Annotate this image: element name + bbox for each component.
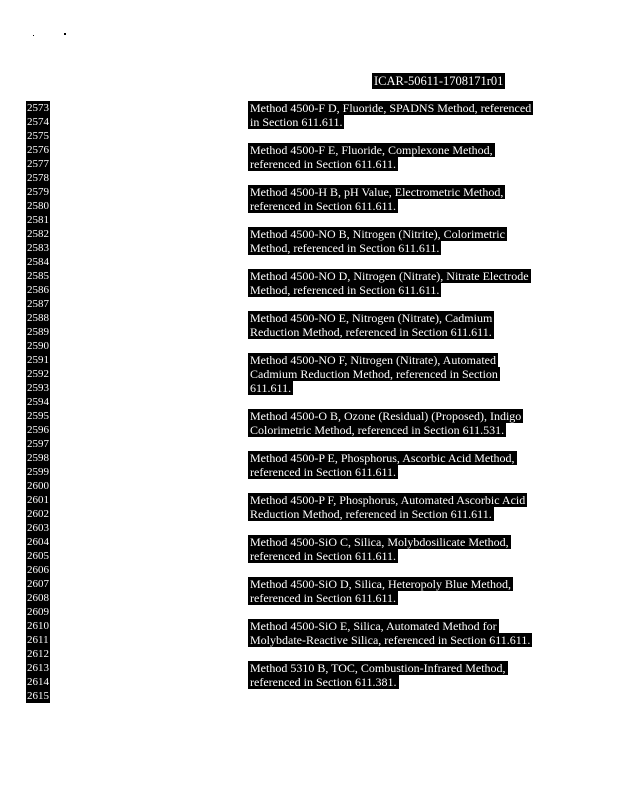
entry-text-line: Method 4500-SiO C, Silica, Molybdosilicate Method, (250, 535, 509, 549)
line-number-column (26, 101, 50, 703)
method-entry (248, 619, 532, 647)
entry-text-line: Cadmium Reduction Method, referenced in Section (250, 367, 498, 381)
line-number: 2583 (27, 242, 49, 254)
entry-text-line: Method 4500-SiO E, Silica, Automated Method for (250, 619, 497, 633)
line-number: 2581 (27, 214, 49, 226)
line-number: 2603 (27, 522, 49, 534)
entry-text-line: Method 4500-F D, Fluoride, SPADNS Method, referenced (250, 101, 532, 115)
line-number: 2612 (27, 648, 49, 660)
line-number: 2592 (27, 368, 49, 380)
entry-text-line: referenced in Section 611.611. (250, 157, 397, 171)
line-number: 2590 (27, 340, 49, 352)
line-number: 2608 (27, 592, 49, 604)
method-entry (248, 101, 533, 129)
entry-text-line: Method 4500-P E, Phosphorus, Ascorbic Acid Method, (250, 451, 515, 465)
line-number: 2611 (27, 634, 49, 646)
method-entry (248, 661, 508, 689)
entry-text-line: referenced in Section 611.611. (250, 591, 397, 605)
line-number: 2587 (27, 298, 49, 310)
entry-text-line: Method 5310 B, TOC, Combustion-Infrared Method, (250, 661, 506, 675)
scan-speck (33, 35, 34, 36)
line-number: 2610 (27, 620, 49, 632)
method-entry (248, 353, 500, 395)
line-number: 2613 (27, 662, 49, 674)
line-number: 2576 (27, 144, 49, 156)
entry-text-line: Method 4500-SiO D, Silica, Heteropoly Blue Method, (250, 577, 511, 591)
method-entry (248, 409, 523, 437)
method-entry (248, 143, 495, 171)
entry-text-line: Method 4500-NO D, Nitrogen (Nitrate), Nitrate Electrode (250, 269, 529, 283)
line-number: 2597 (27, 438, 49, 450)
entry-text-line: Reduction Method, referenced in Section 611.611. (250, 507, 492, 521)
line-number: 2574 (27, 116, 49, 128)
entry-text-line: Method 4500-NO B, Nitrogen (Nitrite), Colorimetric (250, 227, 505, 241)
scan-speck (64, 33, 66, 35)
method-entry (248, 577, 513, 605)
method-entry (248, 311, 494, 339)
line-number: 2614 (27, 676, 49, 688)
line-number: 2582 (27, 228, 49, 240)
line-number: 2573 (27, 102, 49, 114)
entry-text-line: Method, referenced in Section 611.611. (250, 241, 440, 255)
method-entry (248, 185, 505, 213)
entry-text-line: 611.611. (250, 381, 292, 395)
line-number: 2605 (27, 550, 49, 562)
entry-text-line: Reduction Method, referenced in Section 611.611. (250, 325, 492, 339)
line-number: 2604 (27, 536, 49, 548)
line-number: 2575 (27, 130, 49, 142)
line-number: 2595 (27, 410, 49, 422)
line-number: 2578 (27, 172, 49, 184)
entry-text-line: Method 4500-F E, Fluoride, Complexone Method, (250, 143, 493, 157)
line-number: 2577 (27, 158, 49, 170)
line-number: 2606 (27, 564, 49, 576)
method-entry (248, 451, 517, 479)
entry-text-line: Method, referenced in Section 611.611. (250, 283, 440, 297)
entry-text-line: Method 4500-NO E, Nitrogen (Nitrate), Cadmium (250, 311, 493, 325)
entry-text-line: Method 4500-H B, pH Value, Electrometric Method, (250, 185, 504, 199)
line-number: 2599 (27, 466, 49, 478)
document-id: ICAR-50611-1708171r01 (374, 74, 504, 88)
method-entry (248, 493, 527, 521)
line-number: 2589 (27, 326, 49, 338)
line-number: 2580 (27, 200, 49, 212)
entry-text-line: Method 4500-O B, Ozone (Residual) (Proposed), Indigo (250, 409, 522, 423)
line-number: 2598 (27, 452, 49, 464)
line-number: 2579 (27, 186, 49, 198)
entry-text-line: referenced in Section 611.611. (250, 465, 397, 479)
method-entry (248, 535, 511, 563)
entry-text-line: Colorimetric Method, referenced in Section 611.531. (250, 423, 505, 437)
entry-text-line: in Section 611.611. (250, 115, 343, 129)
line-number: 2594 (27, 396, 49, 408)
line-number: 2596 (27, 424, 49, 436)
entry-text-line: referenced in Section 611.611. (250, 199, 397, 213)
line-number: 2591 (27, 354, 49, 366)
line-number: 2600 (27, 480, 49, 492)
line-number: 2593 (27, 382, 49, 394)
line-number: 2607 (27, 578, 49, 590)
line-number: 2585 (27, 270, 49, 282)
method-entry (248, 227, 507, 255)
entry-text-line: referenced in Section 611.381. (250, 675, 397, 689)
entry-text-line: Method 4500-NO F, Nitrogen (Nitrate), Automated (250, 353, 496, 367)
line-number: 2609 (27, 606, 49, 618)
entry-text-line: Molybdate-Reactive Silica, referenced in Section 611.611. (250, 633, 531, 647)
entry-text-line: referenced in Section 611.611. (250, 549, 397, 563)
line-number: 2615 (27, 690, 49, 702)
line-number: 2602 (27, 508, 49, 520)
line-number: 2584 (27, 256, 49, 268)
entry-text-line: Method 4500-P F, Phosphorus, Automated Ascorbic Acid (250, 493, 526, 507)
line-number: 2588 (27, 312, 49, 324)
line-number: 2586 (27, 284, 49, 296)
line-number: 2601 (27, 494, 49, 506)
method-entry (248, 269, 531, 297)
